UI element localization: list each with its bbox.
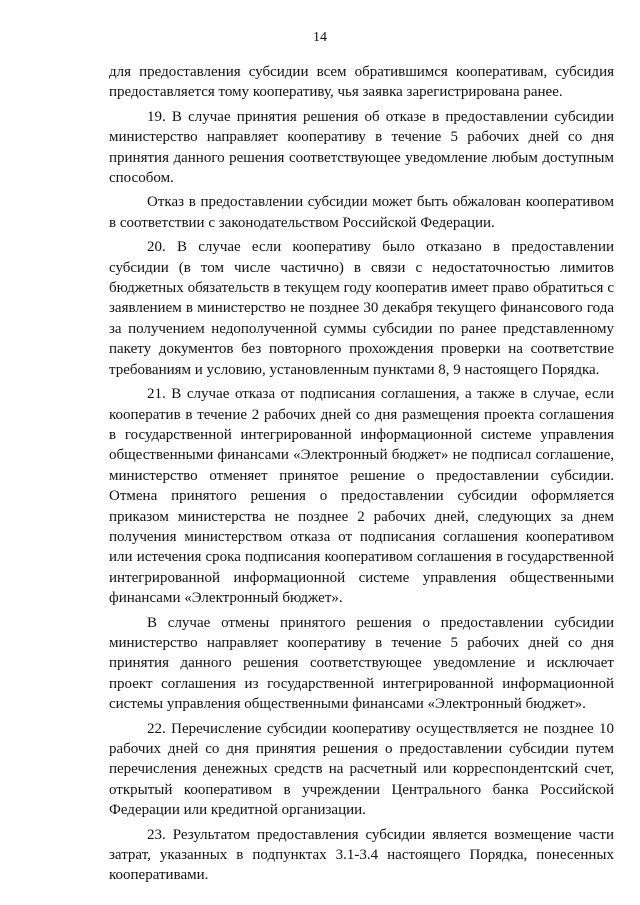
paragraph-cancellation: В случае отмены принятого решения о предоставлении субсидии министерство направляет кооперативу в течение 5 рабочих дней со дня принятия данного решения соответствующее уведомление и исключает проект соглашения из государственной интегрированной информационной системы управления общественными финансами «Электронный бюджет». — [109, 614, 614, 713]
paragraph-appeal: Отказ в предоставлении субсидии может быть обжалован кооперативом в соответствии с законодательством Российской Федерации. — [109, 194, 614, 231]
page-number: 14 — [313, 30, 327, 45]
paragraph-continuation: для предоставления субсидии всем обратившимся кооперативам, субсидия предоставляется тому кооперативу, чья заявка зарегистрирована ранее. — [109, 64, 614, 101]
paragraph-clause-20: 20. В случае если кооперативу было отказано в предоставлении субсидии (в том числе частично) в связи с недостаточностью лимитов бюджетных обязательств в текущем году кооператив имеет право обратиться с заявлением в министерство не позднее 30 декабря текущего финансового года за получением недополученной суммы субсидии по ранее представленному пакету документов без повторного прохождения проверки на соответствие требованиям и условию, установленным пунктами 8, 9 настоящего Порядка. — [109, 239, 614, 378]
document-body — [109, 62, 614, 886]
paragraph-clause-21: 21. В случае отказа от подписания соглашения, а также в случае, если кооператив в течение 2 рабочих дней со дня размещения проекта соглашения в государственной интегрированной информационной системе управления общественными финансами «Электронный бюджет» не подписал соглашение, министерство отменяет принятое решение о предоставлении субсидии. Отмена принятого решения о предоставлении субсидии оформляется приказом министерства не позднее 2 рабочих дней, следующих за днем получения министерством отказа от подписания соглашения кооперативом или истечения срока подписания кооперативом соглашения в государственной интегрированной информационной системе управления общественными финансами «Электронный бюджет». — [109, 386, 614, 607]
paragraph-clause-19: 19. В случае принятия решения об отказе в предоставлении субсидии министерство направляет кооперативу в течение 5 рабочих дней со дня принятия данного решения соответствующее уведомление любым доступным способом. — [109, 108, 614, 187]
paragraph-clause-22: 22. Перечисление субсидии кооперативу осуществляется не позднее 10 рабочих дней со дня принятия решения о предоставлении субсидии путем перечисления денежных средств на расчетный или корреспондентский счет, открытый кооперативом в учреждении Центрального банка Российской Федерации или кредитной организации. — [109, 720, 614, 819]
paragraph-clause-23: 23. Результатом предоставления субсидии является возмещение части затрат, указанных в подпунктах 3.1-3.4 настоящего Порядка, понесенных кооперативами. — [109, 826, 614, 884]
